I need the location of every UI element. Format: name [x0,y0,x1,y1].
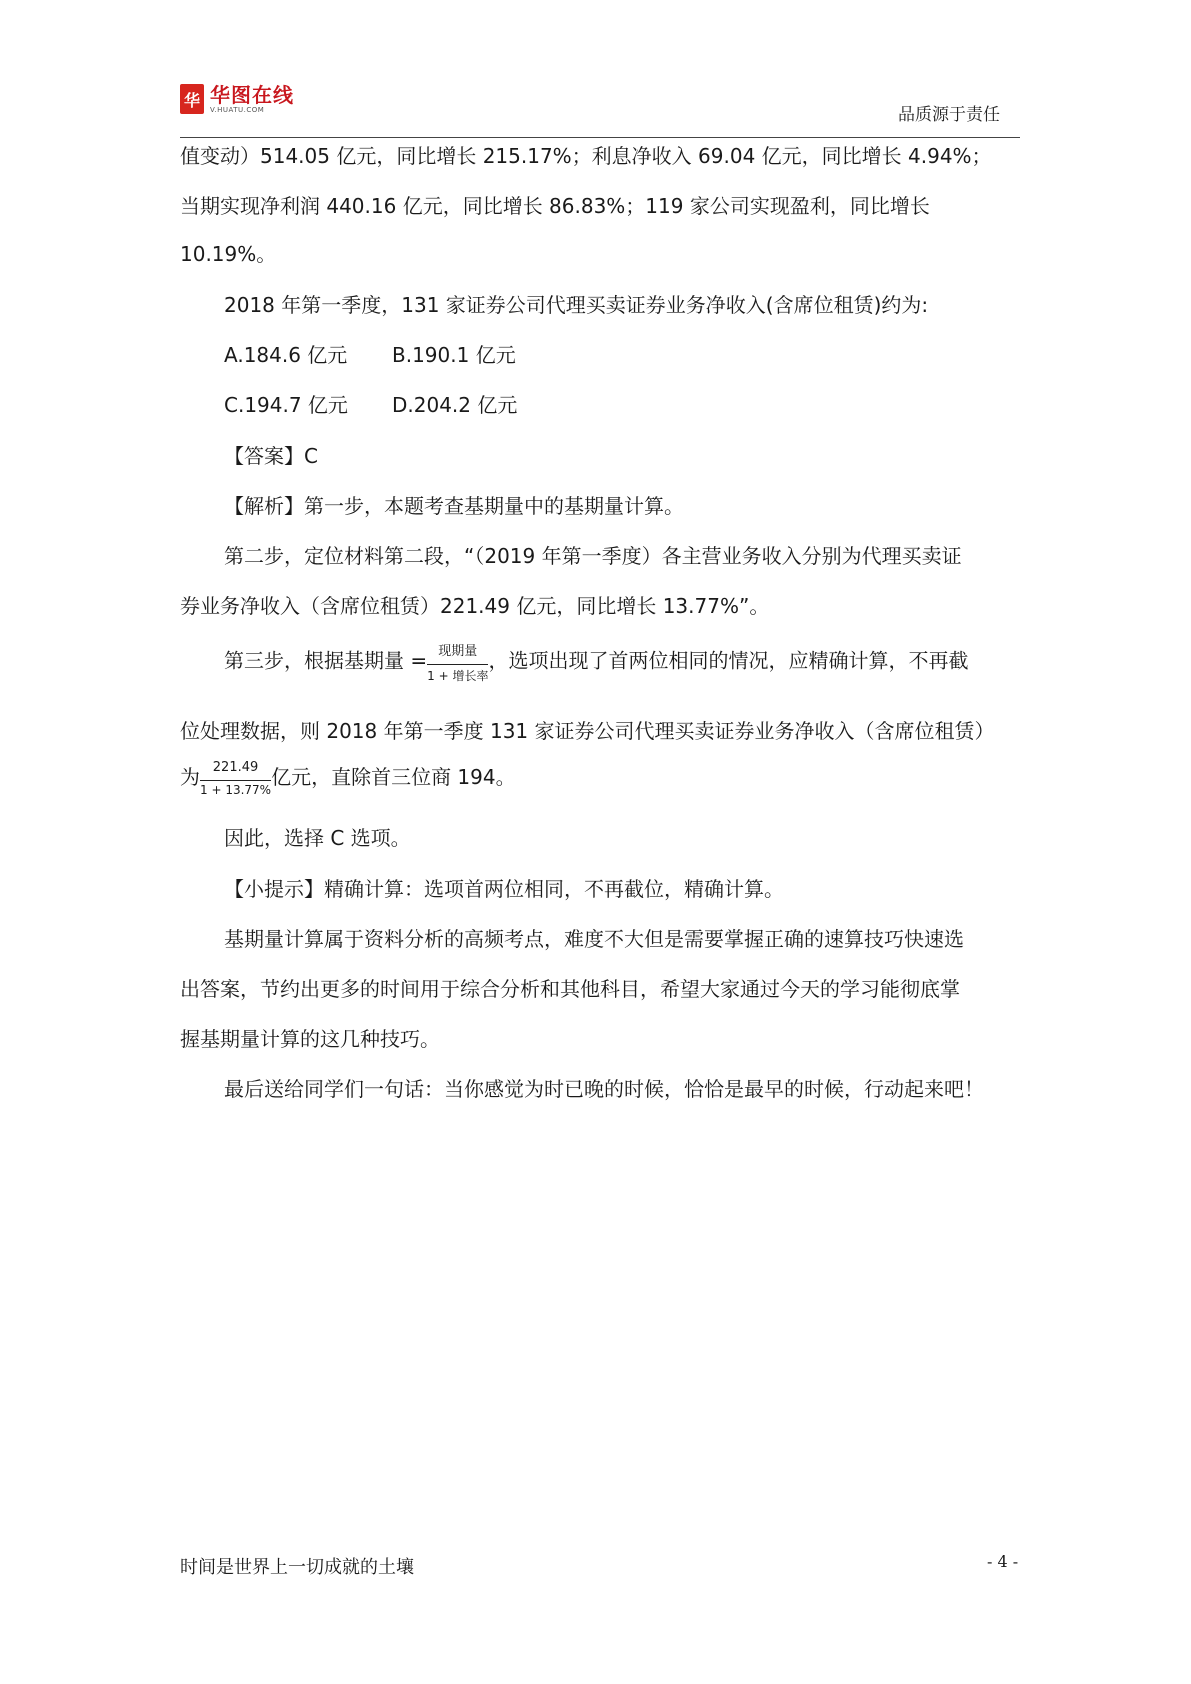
body-line: 值变动）514.05 亿元，同比增长 215.17%；利息净收入 69.04 亿元，同比增长 4.94%； [180,144,992,168]
tip-text: 【小提示】精确计算：选项首两位相同，不再截位，精确计算。 [224,877,784,901]
option-c: C.194.7 亿元 [224,393,348,417]
option-d: D.204.2 亿元 [392,393,518,417]
huatu-logo [180,84,294,114]
logo-mark-icon: 华 [180,84,204,114]
closing-quote: 最后送给同学们一句话：当你感觉为时已晚的时候，恰恰是最早的时候，行动起来吧！ [224,1077,984,1101]
option-a: A.184.6 亿元 [224,343,348,367]
analysis-step2: 第二步，定位材料第二段，“（2019 年第一季度）各主营业务收入分别为代理买卖证 [224,544,962,568]
summary-line: 握基期量计算的这几种技巧。 [180,1027,440,1051]
body-line: 当期实现净利润 440.16 亿元，同比增长 86.83%；119 家公司实现盈利，同比增长 [180,194,930,218]
logo-url: V.HUATU.COM [210,105,265,114]
answer-text: 【答案】C [224,444,318,468]
calc-fraction: $\frac{221.49}{1 + 13.77\%}$ [200,760,272,797]
analysis-step1: 【解析】第一步，本题考查基期量中的基期量计算。 [224,494,684,518]
logo-name: 华图在线 [210,82,294,107]
header-slogan: 品质源于责任 [898,105,1000,125]
summary-line: 出答案，节约出更多的时间用于综合分析和其他科目，希望大家通过今天的学习能彻底掌 [180,977,960,1001]
analysis-step3: 第三步，根据基期量 = $\frac{\text{现期量}}{\text{1 + 增长率}}$ ，选项出现了首两位相同的情况，应精确计算，不再截 [224,640,968,684]
analysis-step3-result: 为 $\frac{221.49}{1 + 13.77\%}$ 亿元，直除首三位商 194。 [180,760,516,797]
formula-fraction: $\frac{\text{现期量}}{\text{1 + 增长率}}$ [427,640,488,684]
option-b: B.190.1 亿元 [392,343,516,367]
footer-motto: 时间是世界上一切成就的土壤 [180,1557,414,1578]
question-text: 2018 年第一季度，131 家证券公司代理买卖证券业务净收入(含席位租赁)约为: [224,293,929,317]
header-divider [180,137,1020,138]
conclusion-text: 因此，选择 C 选项。 [224,826,411,850]
body-line: 10.19%。 [180,242,277,266]
page-header [180,80,1020,140]
summary-line: 基期量计算属于资料分析的高频考点，难度不大但是需要掌握正确的速算技巧快速选 [224,927,964,951]
analysis-step3-cont: 位处理数据，则 2018 年第一季度 131 家证券公司代理买卖证券业务净收入（含席位租赁） [180,719,995,743]
page-number: - 4 - [987,1552,1019,1571]
analysis-step2-cont: 券业务净收入（含席位租赁）221.49 亿元，同比增长 13.77%”。 [180,594,770,618]
